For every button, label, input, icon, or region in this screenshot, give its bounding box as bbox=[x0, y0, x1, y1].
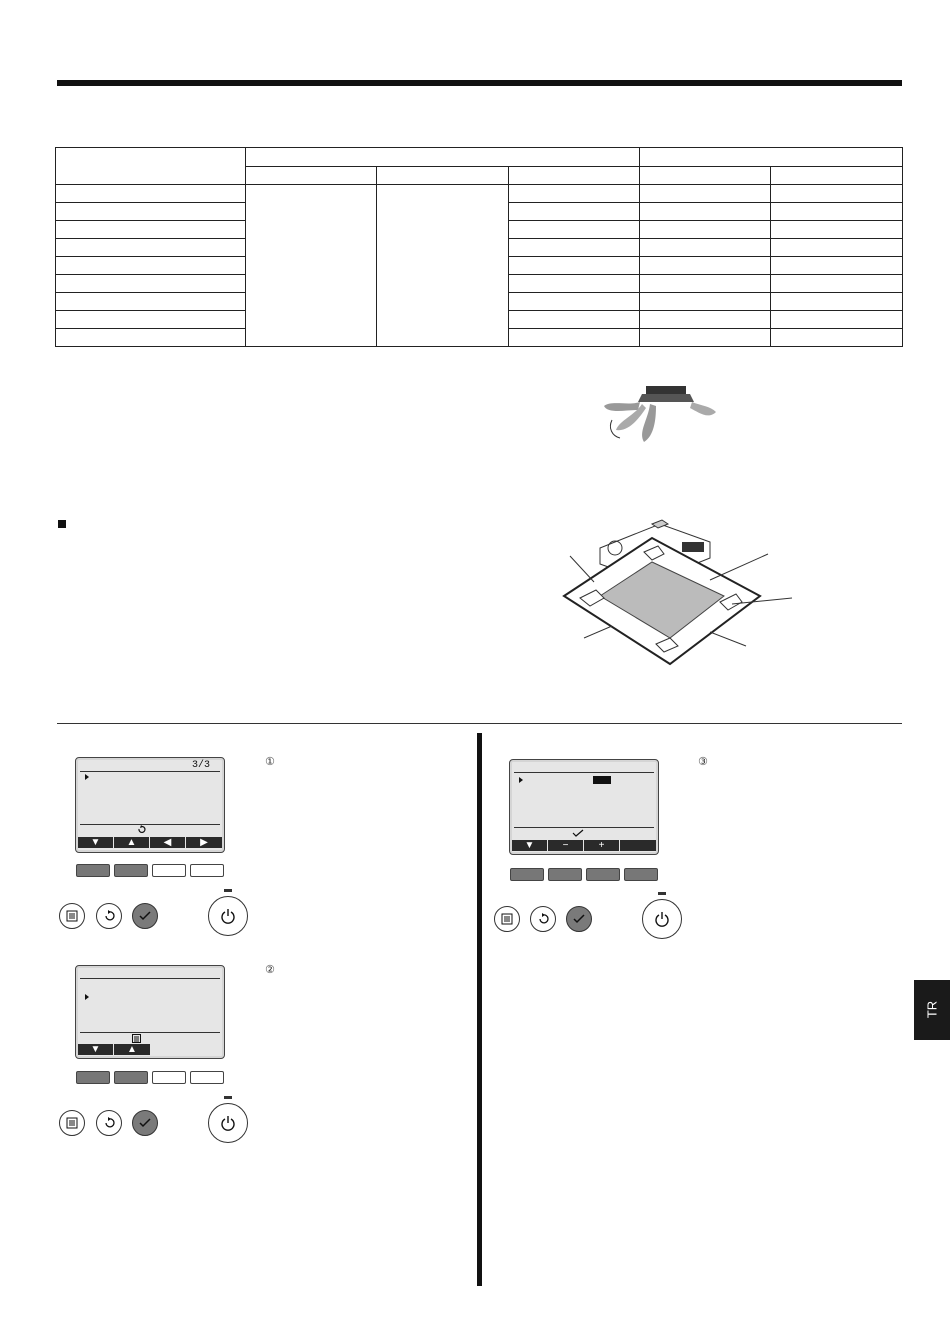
power-button[interactable] bbox=[208, 1103, 248, 1143]
f3-button[interactable] bbox=[586, 868, 620, 881]
language-tab bbox=[914, 980, 950, 1040]
power-button[interactable] bbox=[642, 899, 682, 939]
f2-button[interactable] bbox=[114, 1071, 148, 1084]
menu-button[interactable] bbox=[59, 1110, 85, 1136]
return-icon bbox=[137, 825, 146, 834]
cursor-icon bbox=[85, 994, 89, 1000]
menu-icon bbox=[66, 1117, 78, 1129]
language-tab-label: TR bbox=[924, 1000, 940, 1019]
menu-icon bbox=[501, 913, 513, 925]
select-button[interactable] bbox=[566, 906, 592, 932]
function-keys bbox=[510, 868, 660, 881]
operation-led bbox=[658, 892, 666, 895]
up-arrow-icon: ▲ bbox=[127, 1044, 137, 1055]
check-icon bbox=[572, 913, 586, 925]
step-2-marker: ② bbox=[265, 964, 275, 976]
operation-led bbox=[224, 1096, 232, 1099]
f4-button[interactable] bbox=[190, 864, 224, 877]
f4-button[interactable] bbox=[190, 1071, 224, 1084]
return-icon bbox=[103, 910, 115, 922]
check-icon bbox=[138, 910, 152, 922]
function-bar bbox=[78, 1044, 150, 1055]
function-keys bbox=[76, 1071, 226, 1084]
down-arrow-icon: ▼ bbox=[78, 1044, 114, 1055]
select-button[interactable] bbox=[132, 903, 158, 929]
top-rule bbox=[57, 80, 902, 86]
check-icon bbox=[572, 829, 584, 838]
f4-button[interactable] bbox=[624, 868, 658, 881]
table-header-cell bbox=[640, 148, 903, 167]
function-keys bbox=[76, 864, 226, 877]
step-1-screen bbox=[75, 757, 225, 853]
step-3-marker: ③ bbox=[698, 756, 708, 768]
menu-icon bbox=[66, 910, 78, 922]
f1-button[interactable] bbox=[510, 868, 544, 881]
value-highlight bbox=[593, 776, 611, 784]
return-button[interactable] bbox=[96, 903, 122, 929]
section-bullet bbox=[58, 520, 66, 528]
spec-table bbox=[55, 147, 903, 347]
down-arrow-icon: ▼ bbox=[78, 837, 114, 848]
step-3-screen bbox=[509, 759, 659, 855]
return-icon bbox=[537, 913, 549, 925]
step-2-screen bbox=[75, 965, 225, 1059]
column-divider bbox=[477, 733, 482, 1286]
cassette-unit-illustration bbox=[560, 518, 800, 678]
power-icon bbox=[220, 908, 236, 924]
table-header-cell bbox=[56, 148, 246, 185]
return-button[interactable] bbox=[530, 906, 556, 932]
function-bar bbox=[512, 840, 656, 851]
right-arrow-icon: ▶ bbox=[200, 837, 208, 848]
table-merged-cell bbox=[246, 185, 377, 347]
left-arrow-icon: ◀ bbox=[150, 837, 186, 848]
f1-button[interactable] bbox=[76, 1071, 110, 1084]
table-merged-cell bbox=[377, 185, 509, 347]
power-button[interactable] bbox=[208, 896, 248, 936]
select-button[interactable] bbox=[132, 1110, 158, 1136]
airflow-illustration bbox=[598, 380, 718, 450]
cursor-icon bbox=[519, 777, 523, 783]
f3-button[interactable] bbox=[152, 864, 186, 877]
menu-button[interactable] bbox=[59, 903, 85, 929]
check-icon bbox=[138, 1117, 152, 1129]
menu-icon bbox=[132, 1034, 141, 1043]
table-header-cell bbox=[246, 148, 640, 167]
minus-icon: − bbox=[548, 840, 584, 851]
f2-button[interactable] bbox=[114, 864, 148, 877]
step-1-marker: ① bbox=[265, 756, 275, 768]
cursor-icon bbox=[85, 774, 89, 780]
power-icon bbox=[654, 911, 670, 927]
menu-button[interactable] bbox=[494, 906, 520, 932]
f2-button[interactable] bbox=[548, 868, 582, 881]
f3-button[interactable] bbox=[152, 1071, 186, 1084]
section-rule bbox=[57, 723, 902, 724]
page-indicator: 3/3 bbox=[191, 760, 210, 771]
blank-segment bbox=[620, 840, 656, 851]
up-arrow-icon: ▲ bbox=[114, 837, 150, 848]
operation-led bbox=[224, 889, 232, 892]
power-icon bbox=[220, 1115, 236, 1131]
plus-icon: + bbox=[584, 840, 620, 851]
f1-button[interactable] bbox=[76, 864, 110, 877]
return-button[interactable] bbox=[96, 1110, 122, 1136]
down-arrow-icon: ▼ bbox=[512, 840, 548, 851]
function-bar bbox=[78, 837, 222, 848]
return-icon bbox=[103, 1117, 115, 1129]
